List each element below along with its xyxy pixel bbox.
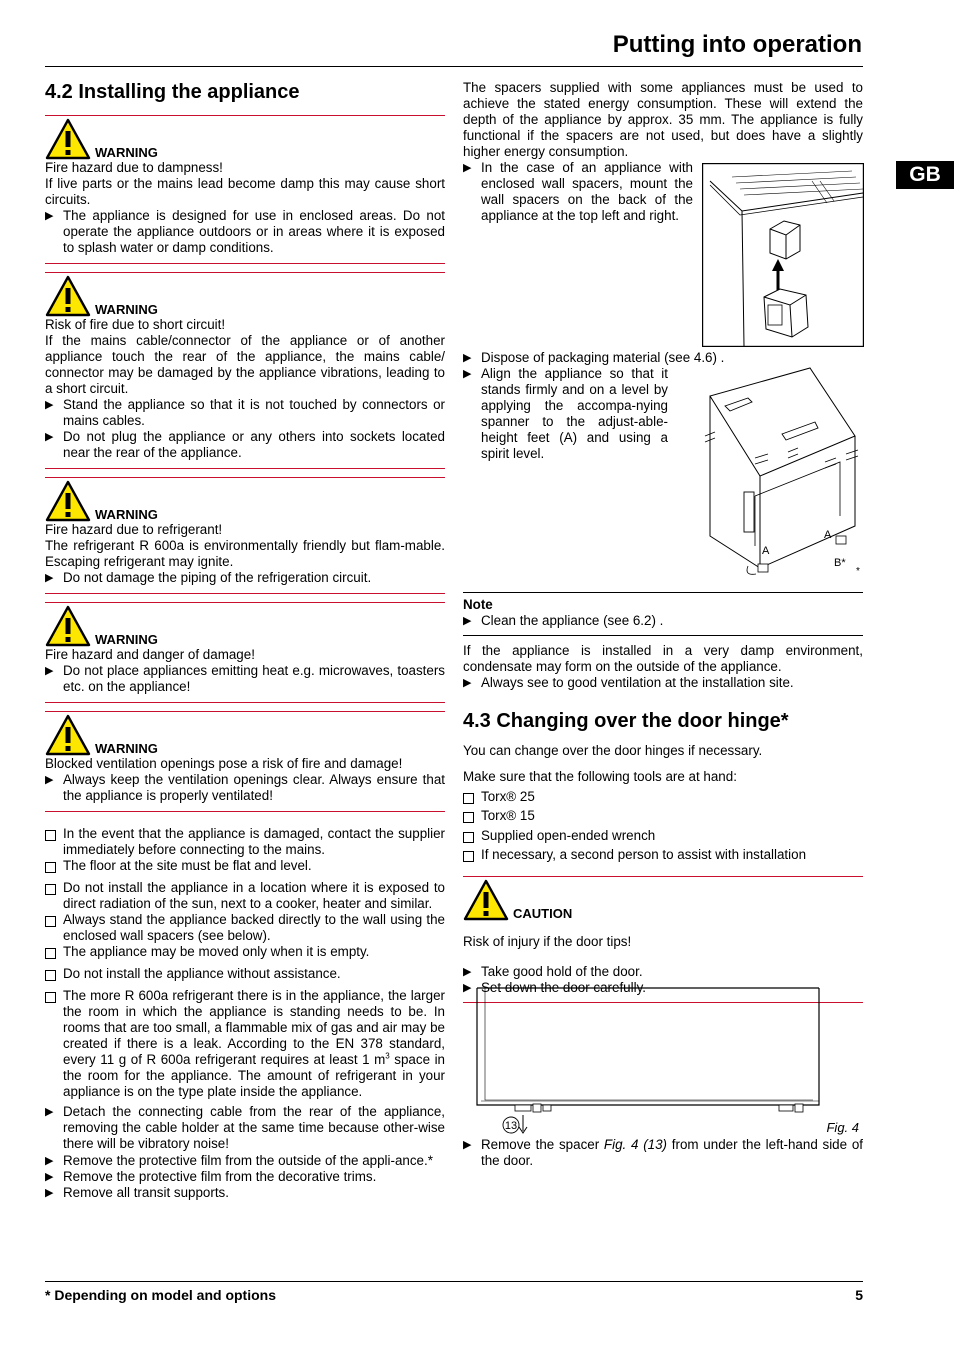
tools-intro-text: Make sure that the following tools are at hand: (463, 769, 737, 784)
footnote-star: * (856, 566, 860, 577)
checkbox-icon (463, 828, 481, 847)
arrow-bullet-icon: ▶ (463, 615, 472, 627)
warning-text: Fire hazard due to refrigerant! (45, 522, 223, 537)
hinge-intro-text: You can change over the door hinges if necessary. (463, 743, 763, 758)
instruction-item: ▶ Stand the appliance so that it is not touched by connectors or mains cables. (45, 397, 445, 428)
instruction-item: ▶ Align the appliance so that it stands firmly and on a level by applying the accompa-nying spanner to the adjust-able-height feet (A) and using a spirit level. (463, 366, 668, 461)
arrow-bullet-icon: ▶ (45, 1171, 54, 1183)
instruction-item: ▶ Remove all transit supports. (45, 1185, 229, 1200)
caution-box (463, 876, 863, 1003)
arrow-bullet-icon: ▶ (45, 1106, 54, 1118)
instruction-item: ▶ Do not plug the appliance or any others into sockets located near the rear of the appliance. (45, 429, 445, 460)
arrow-bullet-icon: ▶ (45, 210, 54, 222)
checkbox-icon (463, 808, 481, 828)
foot-label-b: B* (834, 557, 846, 569)
instruction-item: ▶ Do not damage the piping of the refrigeration circuit. (45, 570, 372, 585)
warning-label: WARNING (95, 741, 158, 756)
figure-reference: Fig. 4 (13) (603, 1137, 668, 1152)
checklist-item: The appliance may be moved only when it is empty. (45, 944, 445, 963)
warning-label: WARNING (95, 302, 158, 317)
warning-label: WARNING (95, 507, 158, 522)
instruction-item: ▶ Remove the protective film from the decorative trims. (45, 1169, 377, 1184)
left-column (45, 80, 445, 1201)
note-rule (463, 592, 863, 593)
checklist-item: Do not install the appliance without assistance. (45, 966, 445, 985)
warning-text: Fire hazard and danger of damage! (45, 647, 255, 662)
instruction-item: ▶ Clean the appliance (see 6.2) . (463, 613, 664, 628)
caution-label: CAUTION (513, 906, 573, 921)
warning-triangle-icon (45, 714, 91, 756)
checklist-item: If necessary, a second person to assist with installation (463, 847, 863, 866)
instruction-item: ▶ In the case of an appliance with enclosed wall spacers, mount the wall spacers on the back of the appliance at the top left and right. (463, 160, 693, 223)
header-rule (45, 66, 863, 67)
checklist-item: Do not install the appliance in a location where it is exposed to direct radiation of the sun, next to a cooker, heater and similar. (45, 880, 445, 912)
arrow-bullet-icon: ▶ (463, 981, 472, 994)
checkbox-icon (463, 789, 481, 808)
instruction-item: ▶ Detach the connecting cable from the rear of the appliance, removing the cable holder at the same time because other-wise there will be vibratory noise! (45, 1104, 445, 1151)
checkbox-icon (45, 912, 63, 944)
instruction-item: ▶ Always see to good ventilation at the installation site. (463, 675, 794, 690)
section-heading-4-3: 4.3 Changing over the door hinge* (463, 710, 789, 732)
checkbox-icon (45, 944, 63, 963)
warning-text: If live parts or the mains lead become damp this may cause short circuits. (45, 176, 445, 207)
caution-text: Risk of injury if the door tips! (463, 934, 632, 950)
arrow-bullet-icon: ▶ (45, 774, 54, 786)
warning-triangle-icon (45, 118, 91, 160)
warning-text: Blocked ventilation openings pose a risk of fire and damage! (45, 756, 403, 771)
warning-triangle-icon (45, 480, 91, 522)
checklist-item: In the event that the appliance is damaged, contact the supplier immediately before connecting to the mains. (45, 826, 445, 858)
checkbox-icon (45, 966, 63, 985)
arrow-bullet-icon: ▶ (463, 352, 472, 364)
instruction-item: ▶ Dispose of packaging material (see 4.6) . (463, 350, 725, 365)
tools-list (463, 789, 863, 866)
language-tab: GB (896, 161, 954, 189)
footer-rule (45, 1281, 863, 1282)
warning-text: The refrigerant R 600a is environmentally friendly but flam-mable. Escaping refrigerant may ignite. (45, 538, 445, 569)
arrow-bullet-icon: ▶ (45, 1155, 54, 1167)
warning-text: Risk of fire due to short circuit! (45, 317, 226, 332)
arrow-bullet-icon: ▶ (463, 368, 472, 380)
arrow-bullet-icon: ▶ (45, 1187, 54, 1199)
figure-4-door-spacer (463, 985, 863, 1137)
page-number: 5 (855, 1287, 863, 1303)
checklist-item: Torx® 25 (463, 789, 863, 808)
wall-spacer-figure (702, 163, 864, 347)
arrow-bullet-icon: ▶ (45, 431, 54, 443)
warning-triangle-icon (45, 605, 91, 647)
checkbox-icon (45, 880, 63, 912)
instruction-item: ▶ Do not place appliances emitting heat e.g. microwaves, toasters etc. on the appliance! (45, 663, 445, 694)
page-title: Putting into operation (612, 31, 862, 58)
arrow-bullet-icon: ▶ (463, 677, 472, 689)
checkbox-icon (45, 858, 63, 877)
figure-caption: Fig. 4 (826, 1120, 859, 1135)
caution-triangle-icon (463, 879, 509, 921)
foot-label-a: A (824, 529, 832, 541)
instruction-item: ▶ The appliance is designed for use in enclosed areas. Do not operate the appliance outdoors or in areas where it is exposed to splash water or damp conditions. (45, 208, 445, 255)
arrow-bullet-icon: ▶ (45, 665, 54, 677)
instruction-item: ▶ Take good hold of the door. (463, 963, 643, 979)
instruction-item: ▶ Remove the protective film from the outside of the appli-ance.* (45, 1153, 433, 1168)
instruction-item: ▶ Remove the spacer Fig. 4 (13) from under the left-hand side of the door. (463, 1137, 863, 1168)
warning-label: WARNING (95, 145, 158, 160)
warning-text: If the mains cable/connector of the appliance or of another appliance touch the rear of the appliance, the mains cable/ connector may be damaged by the appliance vibrations, leading to a short circuit. (45, 333, 445, 396)
arrow-bullet-icon: ▶ (45, 399, 54, 411)
note-title: Note (463, 597, 493, 612)
warning-triangle-icon (45, 275, 91, 317)
checkbox-icon (45, 826, 63, 858)
levelling-figure (700, 366, 865, 580)
spacer-intro-text: The spacers supplied with some appliances must be used to achieve the stated energy consumption. These will extend the depth of the appliance by approx. 35 mm. The appliance is fully functional if the spacers are not used, but does have a slightly higher energy consumption. (463, 80, 863, 159)
arrow-bullet-icon: ▶ (45, 572, 54, 584)
arrow-bullet-icon: ▶ (463, 162, 472, 174)
note-rule (463, 635, 863, 636)
warning-text: Fire hazard due to dampness! (45, 160, 223, 175)
checklist-item: Torx® 15 (463, 808, 863, 828)
footer-note: * Depending on model and options (45, 1287, 276, 1303)
checkbox-icon (45, 988, 63, 1100)
instruction-item: ▶ Set down the door carefully. (463, 979, 646, 995)
section-heading-4-2: 4.2 Installing the appliance (45, 81, 300, 103)
warning-label: WARNING (95, 632, 158, 647)
arrow-bullet-icon: ▶ (463, 1139, 472, 1151)
checklist-item: The more R 600a refrigerant there is in the appliance, the larger the room in which the appliance is standing needs to be. In rooms that are too small, a flammable mix of gas and air may be created if there is a leak. According to the EN 378 standard, every 11 g of R 600a refrigerant requires at least 1 $m^3$ space in the room for the appliance. The amount of refrigerant in your appliance is on the type plate inside the appliance. (45, 988, 445, 1100)
checklist-item: Always stand the appliance backed directly to the wall using the enclosed wall spacers (see below). (45, 912, 445, 944)
foot-label-a: A (762, 545, 770, 557)
arrow-bullet-icon: ▶ (463, 965, 472, 978)
figure-callout-13: 13 (504, 1120, 518, 1132)
instruction-item: ▶ Always keep the ventilation openings clear. Always ensure that the appliance is properly ventilated! (45, 772, 445, 803)
checklist-item: The floor at the site must be flat and level. (45, 858, 445, 877)
checkbox-icon (463, 847, 481, 866)
checklist-item: Supplied open-ended wrench (463, 828, 863, 847)
damp-text: If the appliance is installed in a very damp environment, condensate may form on the outside of the appliance. (463, 643, 863, 674)
